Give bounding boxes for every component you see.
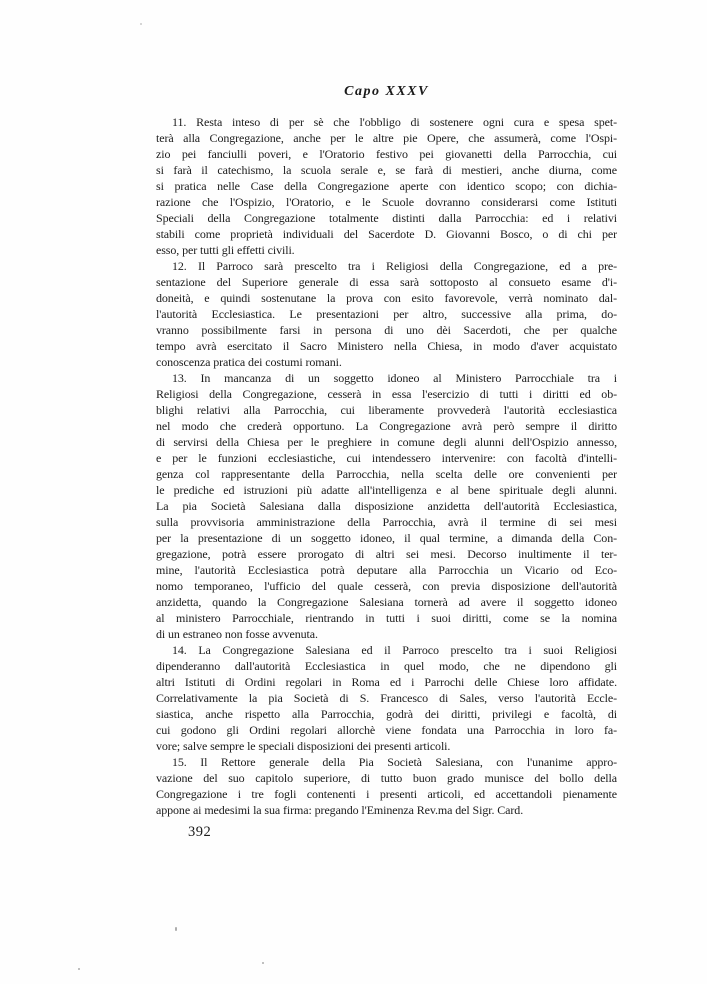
text-line: 12. Il Parroco sarà prescelto tra i Religiosi della Congregazione, ed a pre- [172, 259, 617, 273]
text-line: esso, per tutti gli effetti civili. [156, 243, 295, 257]
chapter-heading: Capo XXXV [344, 84, 429, 99]
text-line: Correlativamente la pia Società di S. Francesco di Sales, verso l'autorità Eccle- [156, 691, 617, 705]
text-line: appone ai medesimi la sua firma: pregando l'Eminenza Rev.ma del Sigr. Card. [156, 803, 524, 817]
text-line: 13. In mancanza di un soggetto idoneo al Ministero Parrocchiale tra i [172, 371, 617, 385]
text-line: vazione del suo capitolo superiore, di tutto buon grado munisce del bollo della [156, 771, 617, 785]
text-line: sentazione del Superiore generale di essa sarà sottoposto al consueto esame d'i- [156, 275, 617, 289]
text-line: blighi relativi alla Parrocchia, cui liberamente provvederà l'autorità ecclesiastica [156, 403, 617, 417]
scan-speck [78, 968, 80, 970]
scan-speck [140, 23, 142, 25]
text-line: di servirsi della Chiesa per le preghiere in comune degli alunni dell'Ospizio annesso, [156, 435, 617, 449]
text-line: 14. La Congregazione Salesiana ed il Parroco prescelto tra i suoi Religiosi [172, 643, 617, 657]
scan-speck [262, 962, 264, 964]
text-line: si pratica nelle Case della Congregazione aperte con identico scopo; con dichia- [156, 179, 617, 193]
text-line: le prediche ed istruzioni più adatte all'intelligenza e al bene spirituale degli alunni. [156, 483, 617, 497]
text-line: 15. Il Rettore generale della Pia Società Salesiana, con l'unanime appro- [172, 755, 617, 769]
text-line: dipenderanno dall'autorità Ecclesiastica in quel modo, che ne dipendono gli [156, 659, 617, 673]
text-line: stabili come proprietà individuali del Sacerdote D. Giovanni Bosco, o di chi per [156, 227, 617, 241]
text-line: anzidetta, quando la Congregazione Salesiana tornerà ad avere il soggetto idoneo [156, 595, 617, 609]
text-line: mine, l'autorità Ecclesiastica potrà deputare alla Parrocchia un Vicario od Eco- [156, 563, 617, 577]
text-line: altri Istituti di Ordini regolari in Roma ed i Parrochi delle Chiese loro affidate. [156, 675, 617, 689]
text-line: al ministero Parrocchiale, rientrando in tutti i suoi diritti, come se la nomina [156, 611, 617, 625]
paragraph-13 [156, 370, 617, 642]
text-line: si farà il catechismo, la scuola serale e, se farà di mestieri, anche diurna, come [156, 163, 617, 177]
text-line: genza col rappresentante della Parrocchia, nella scelta delle ore convenienti per [156, 467, 617, 481]
text-line: La pia Società Salesiana dalla disposizione anzidetta dell'autorità Ecclesiastica, [156, 499, 617, 513]
text-line: tempo avrà esercitato il Sacro Ministero nella Chiesa, in modo d'aver acquistato [156, 339, 617, 353]
paragraph-15 [156, 754, 617, 818]
text-line: doneità, e quindi sostenutane la prova con esito favorevole, verrà nominato dal- [156, 291, 617, 305]
text-line: nel modo che crederà opportuno. La Congregazione avrà però sempre il diritto [156, 419, 617, 433]
text-line: siastica, anche rispetto alla Parrocchia, godrà dei diritti, privilegi e facoltà, di [156, 707, 617, 721]
scan-speck [175, 927, 177, 931]
text-line: vore; salve sempre le speciali disposizioni dei presenti articoli. [156, 739, 451, 753]
text-line: e per le funzioni ecclesiastiche, cui intendessero intervenire: con facoltà d'intelli- [156, 451, 617, 465]
text-line: vranno possibilmente farsi in persona di uno dèi Sacerdoti, che per qualche [156, 323, 617, 337]
page-number: 392 [188, 824, 212, 840]
text-line: per la presentazione di un soggetto idoneo, il qual termine, a dimanda della Con- [156, 531, 617, 545]
text-line: sulla provvisoria amministrazione della Parrocchia, avrà il termine di sei mesi [156, 515, 617, 529]
text-line: zio pei fanciulli poveri, e l'Oratorio festivo pei giovanetti della Parrocchia, cui [156, 147, 617, 161]
text-block [156, 114, 617, 818]
text-line: gregazione, potrà essere prorogato di altri sei mesi. Decorso inultimente il ter- [156, 547, 617, 561]
text-line: razione che l'Ospizio, l'Oratorio, e le Scuole dovranno considerarsi come Istituti [156, 195, 617, 209]
paragraph-12 [156, 258, 617, 370]
text-line: terà alla Congregazione, anche per le altre pie Opere, che assumerà, come l'Ospi- [156, 131, 617, 145]
text-line: di un estraneo non fosse avvenuta. [156, 627, 318, 641]
text-line: Congregazione i tre fogli contenenti i presenti articoli, ed accettandoli pienamente [156, 787, 617, 801]
text-column [156, 84, 617, 818]
text-line: conoscenza pratica dei costumi romani. [156, 355, 342, 369]
text-line: nomo temporaneo, l'ufficio del quale cesserà, con previa disposizione dell'autorità [156, 579, 617, 593]
paragraph-11 [156, 114, 617, 258]
text-line: l'autorità Ecclesiastica. Le presentazioni per altro, successive alla prima, do- [156, 307, 617, 321]
text-line: cui godono gli Ordini regolari allorchè viene fondata una Parrocchia in loro fa- [156, 723, 617, 737]
text-line: Speciali della Congregazione totalmente distinti dalla Parrocchia: ed i relativi [156, 211, 617, 225]
text-line: 11. Resta inteso di per sè che l'obbligo di sostenere ogni cura e spesa spet- [172, 115, 617, 129]
text-line: Religiosi della Congregazione, cesserà in essa l'esercizio di tutti i diritti ed ob- [156, 387, 617, 401]
paragraph-14 [156, 642, 617, 754]
